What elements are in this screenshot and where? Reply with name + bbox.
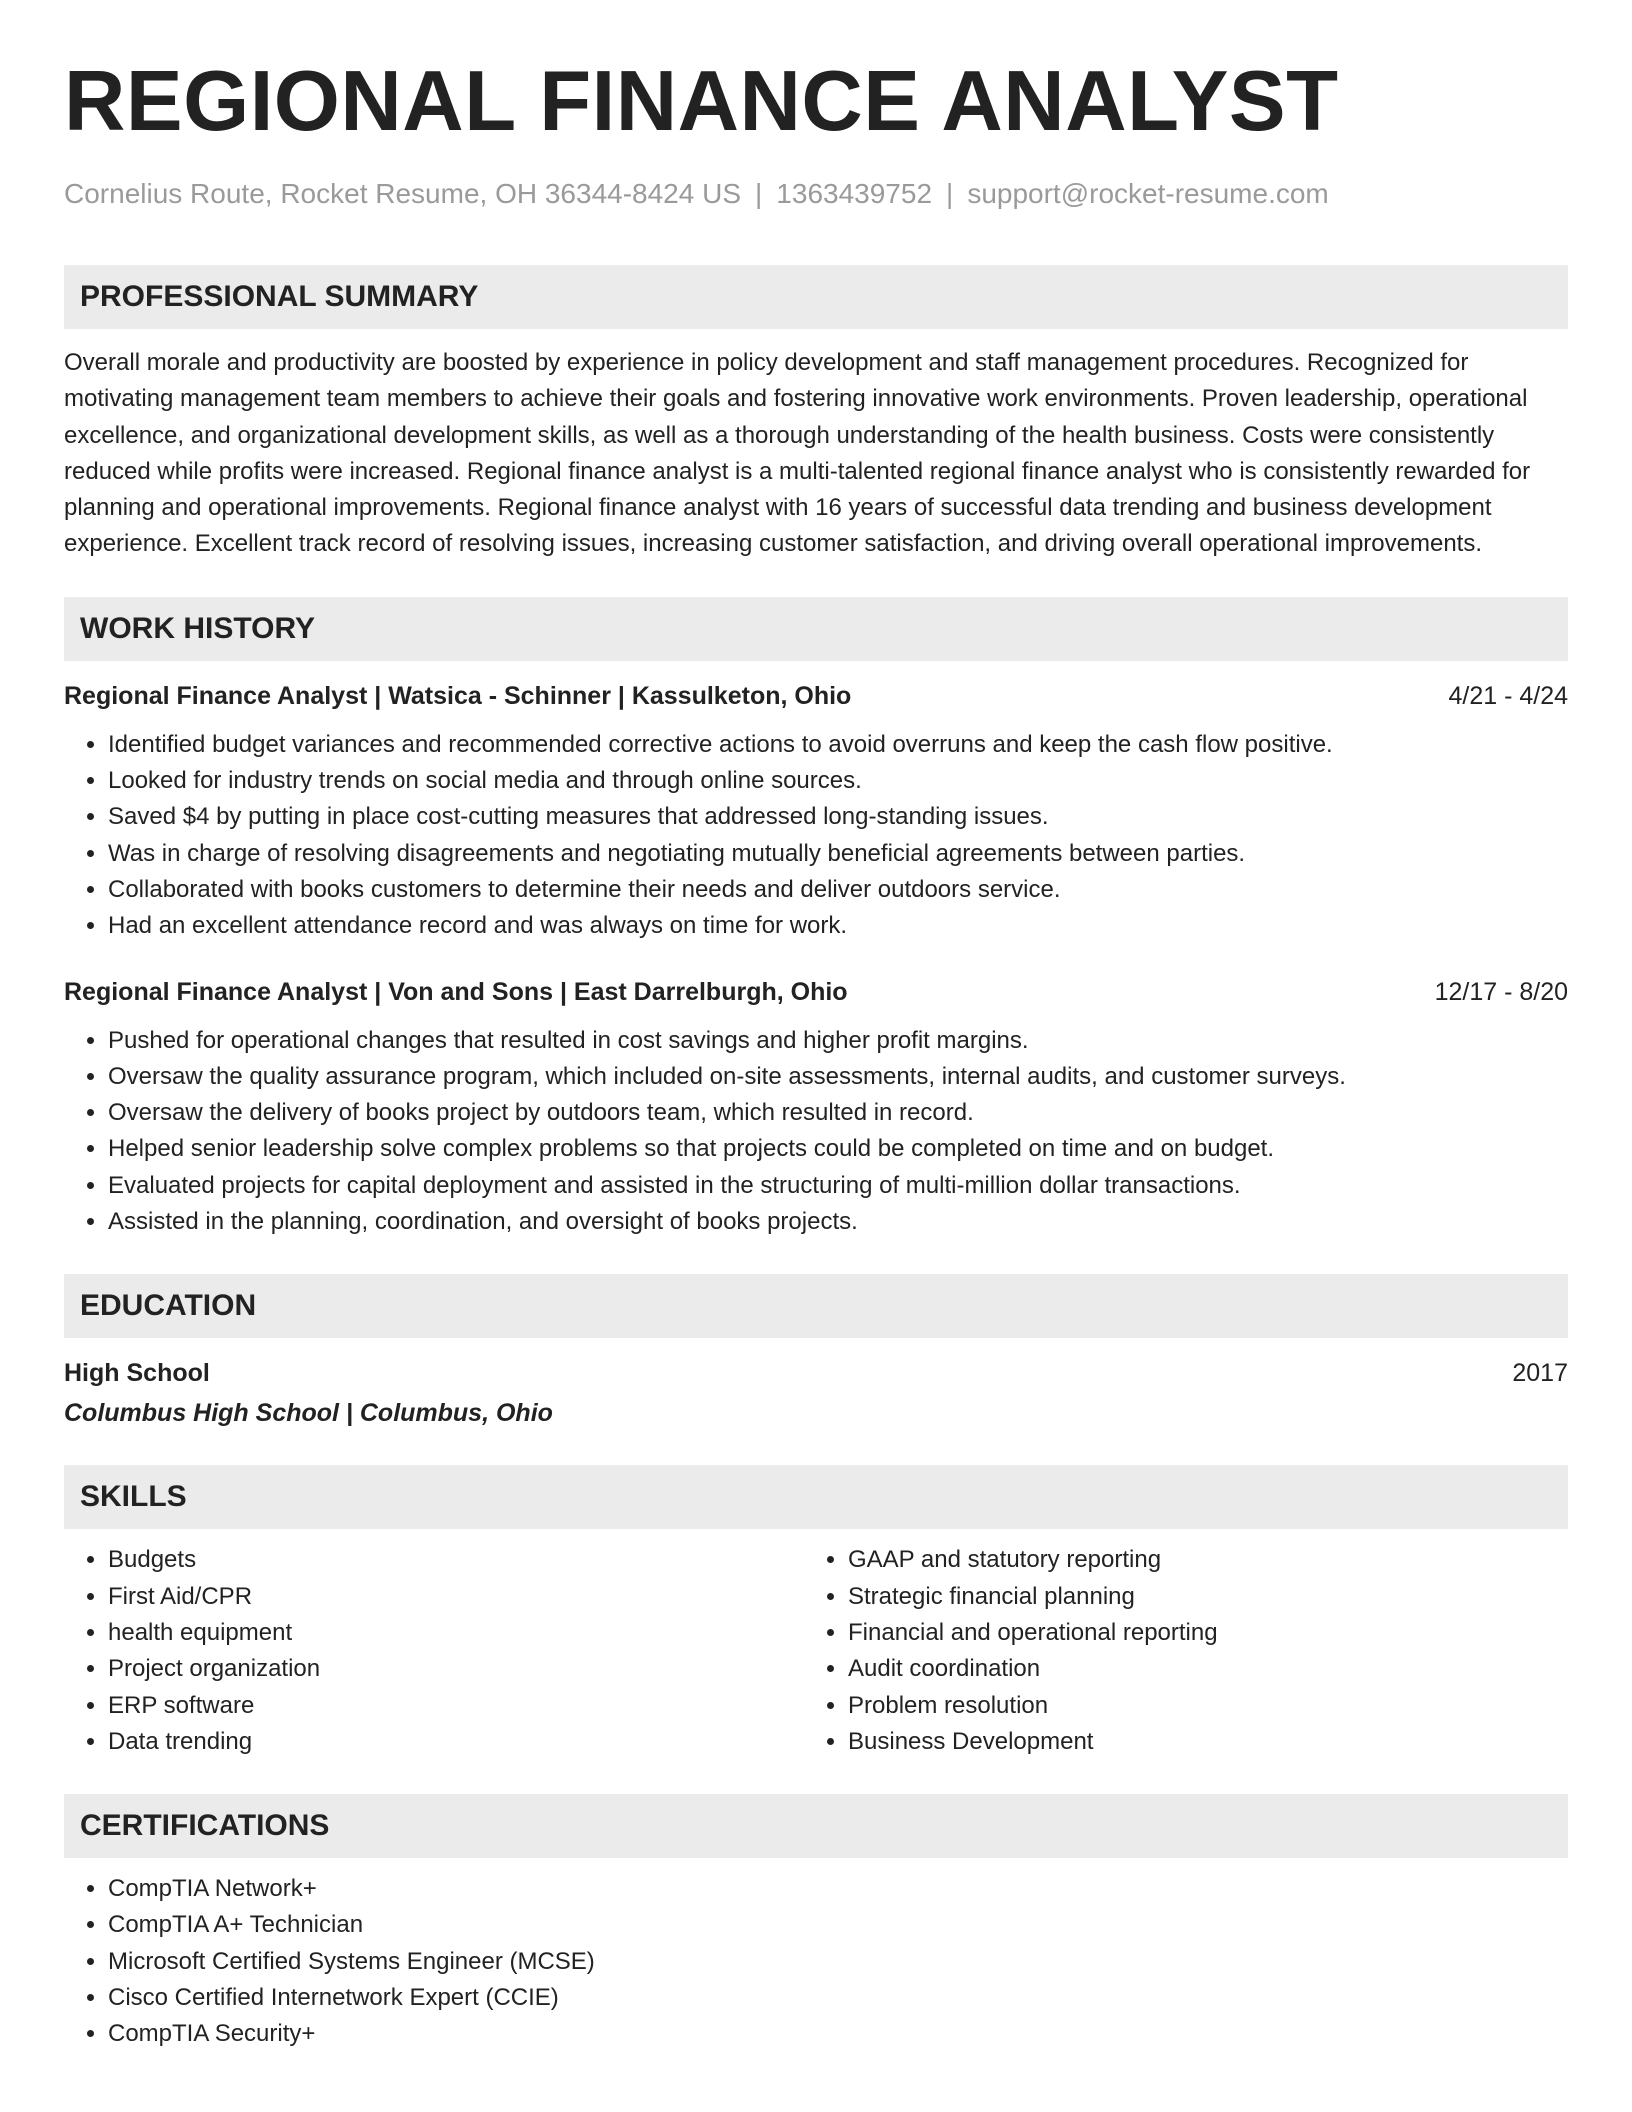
section-header-education: EDUCATION — [64, 1274, 1568, 1338]
job-bullet: • Evaluated projects for capital deployment and assisted in the structuring of multi-million dollar transactions. — [108, 1168, 1568, 1204]
job-bullet-list — [64, 727, 1568, 945]
job-bullet: • Oversaw the delivery of books project by outdoors team, which resulted in record. — [108, 1095, 1568, 1131]
job-dates: 12/17 - 8/20 — [1434, 977, 1568, 1006]
job-entry — [64, 974, 1568, 1241]
job-header — [64, 678, 1568, 714]
job-bullet: • Identified budget variances and recommended corrective actions to avoid overruns and keep the cash flow positive. — [108, 727, 1568, 763]
job-bullet: • Assisted in the planning, coordination, and oversight of books projects. — [108, 1204, 1568, 1240]
job-title: Regional Finance Analyst | Watsica - Schinner | Kassulketon, Ohio — [64, 681, 852, 710]
skill-item: • health equipment — [108, 1615, 804, 1651]
job-entry — [64, 678, 1568, 945]
skill-item: • Project organization — [108, 1651, 804, 1687]
certification-item: • Cisco Certified Internetwork Expert (CCIE) — [108, 1980, 1568, 2016]
certification-item: • CompTIA A+ Technician — [108, 1907, 1568, 1943]
contact-address: Cornelius Route, Rocket Resume, OH 36344-8424 US — [64, 178, 742, 209]
skill-item: • GAAP and statutory reporting — [848, 1542, 1544, 1578]
education-entry — [64, 1355, 1568, 1431]
job-bullet: • Helped senior leadership solve complex problems so that projects could be completed on time and on budget. — [108, 1131, 1568, 1167]
skills-column-right — [804, 1542, 1544, 1760]
job-bullet: • Pushed for operational changes that resulted in cost savings and higher profit margins. — [108, 1023, 1568, 1059]
skill-item: • Problem resolution — [848, 1688, 1544, 1724]
job-bullet: • Was in charge of resolving disagreements and negotiating mutually beneficial agreements between parties. — [108, 836, 1568, 872]
skills-list — [64, 1542, 804, 1760]
contact-separator: | — [946, 178, 954, 209]
certification-item: • CompTIA Security+ — [108, 2016, 1568, 2052]
job-bullet: • Had an excellent attendance record and was always on time for work. — [108, 908, 1568, 944]
job-bullet-list — [64, 1023, 1568, 1241]
summary-text: Overall morale and productivity are boosted by experience in policy development and staff management procedures. Recognized for motivating management team members to achieve their goals and fostering innovative work environments. Proven leadership, operational excellence, and organizational development skills, as well as a thorough understanding of the health business. Costs were consistently reduced while profits were increased. Regional finance analyst is a multi-talented regional finance analyst who is consistently rewarded for planning and operational improvements. Regional finance analyst with 16 years of successful data trending and business development experience. Excellent track record of resolving issues, increasing customer satisfaction, and driving overall operational improvements. — [64, 349, 1531, 558]
contact-separator: | — [755, 178, 763, 209]
job-bullet: • Collaborated with books customers to determine their needs and deliver outdoors service. — [108, 872, 1568, 908]
skill-item: • Audit coordination — [848, 1651, 1544, 1687]
skill-item: • Business Development — [848, 1724, 1544, 1760]
skills-list — [804, 1542, 1544, 1760]
contact-phone: 1363439752 — [776, 178, 933, 209]
education-header — [64, 1355, 1568, 1391]
skill-item: • Strategic financial planning — [848, 1579, 1544, 1615]
contact-line — [64, 176, 1568, 212]
skill-item: • ERP software — [108, 1688, 804, 1724]
section-header-skills: SKILLS — [64, 1465, 1568, 1529]
certifications-list — [64, 1871, 1568, 2052]
skills-columns — [64, 1542, 1568, 1760]
job-bullet: • Oversaw the quality assurance program, which included on-site assessments, internal audits, and customer surveys. — [108, 1059, 1568, 1095]
skill-item: • Data trending — [108, 1724, 804, 1760]
job-header — [64, 974, 1568, 1010]
skills-column-left — [64, 1542, 804, 1760]
skill-item: • First Aid/CPR — [108, 1579, 804, 1615]
education-school: Columbus High School | Columbus, Ohio — [64, 1399, 553, 1428]
skill-item: • Financial and operational reporting — [848, 1615, 1544, 1651]
section-header-summary: PROFESSIONAL SUMMARY — [64, 265, 1568, 329]
job-bullet: • Looked for industry trends on social media and through online sources. — [108, 763, 1568, 799]
section-header-certifications: CERTIFICATIONS — [64, 1794, 1568, 1858]
certification-item: • CompTIA Network+ — [108, 1871, 1568, 1907]
education-year: 2017 — [1512, 1359, 1568, 1388]
education-degree: High School — [64, 1359, 210, 1388]
section-header-work-history: WORK HISTORY — [64, 597, 1568, 661]
skill-item: • Budgets — [108, 1542, 804, 1578]
job-bullet: • Saved $4 by putting in place cost-cutting measures that addressed long-standing issues. — [108, 799, 1568, 835]
page-title: REGIONAL FINANCE ANALYST — [64, 54, 1339, 149]
contact-email: support@rocket-resume.com — [967, 178, 1329, 209]
job-dates: 4/21 - 4/24 — [1448, 681, 1568, 710]
job-title: Regional Finance Analyst | Von and Sons | East Darrelburgh, Ohio — [64, 977, 848, 1006]
certification-item: • Microsoft Certified Systems Engineer (MCSE) — [108, 1944, 1568, 1980]
